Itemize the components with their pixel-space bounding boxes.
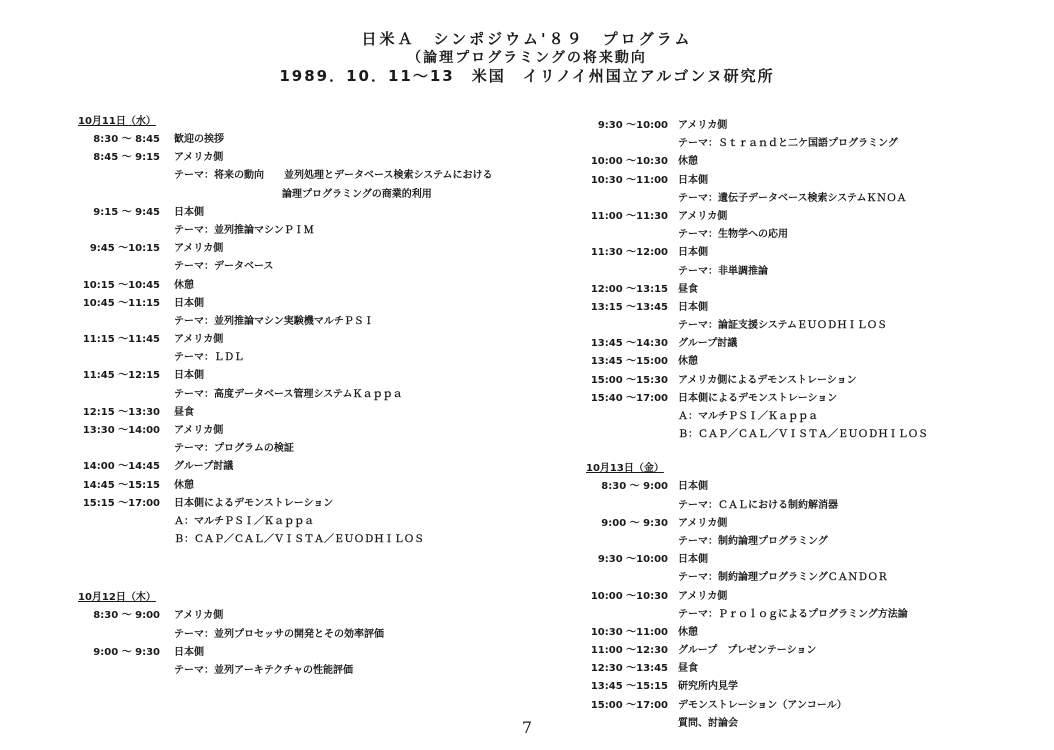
- schedule-row: [586, 244, 1026, 262]
- session-title: デモンストレーション（アンコール）: [678, 699, 847, 711]
- schedule-row: [78, 662, 508, 680]
- session-title: アメリカ側: [678, 517, 728, 529]
- schedule-row: [78, 404, 508, 422]
- schedule-row: [586, 390, 1026, 408]
- schedule-row: [586, 281, 1026, 299]
- session-title: 休憩: [174, 479, 194, 491]
- session-detail: テーマ：並列推論マシン実験機マルチＰＳＩ: [174, 315, 374, 327]
- schedule-row: [78, 349, 508, 367]
- session-detail: 論理プログラミングの商業的利用: [282, 188, 432, 200]
- session-title: 日本側: [678, 301, 708, 313]
- schedule-row: [78, 331, 508, 349]
- time-slot: 10:45 ～11:15: [82, 297, 160, 309]
- time-slot: 12:15 ～13:30: [82, 406, 160, 418]
- session-title: アメリカ側によるデモンストレーション: [678, 374, 857, 386]
- time-slot: 8:30 ～ 8:45: [93, 134, 160, 145]
- schedule-row: [586, 190, 1026, 208]
- schedule-row: [78, 626, 508, 644]
- session-title: 日本側: [174, 646, 204, 658]
- schedule-row: [78, 422, 508, 440]
- schedule-row: [78, 295, 508, 313]
- time-slot: 8:45 ～ 9:15: [93, 152, 160, 164]
- day-schedule-oct13: [586, 478, 1026, 733]
- session-title: 日本側: [678, 554, 708, 566]
- session-title: グループ討議: [678, 338, 738, 350]
- schedule-row: [586, 569, 1026, 587]
- session-detail: テーマ：Ｓｔｒａｎｄと二ケ国語プログラミング: [678, 138, 898, 150]
- document-header: [0, 30, 1054, 86]
- schedule-row: [78, 222, 508, 240]
- session-title: アメリカ側: [174, 243, 224, 255]
- schedule-row: [78, 477, 508, 495]
- time-slot: 10:00 ～10:30: [590, 590, 668, 602]
- session-title: 日本側: [678, 481, 708, 493]
- schedule-row: [586, 335, 1026, 353]
- time-slot: 15:15 ～17:00: [82, 497, 160, 509]
- schedule-row: [78, 131, 508, 149]
- session-detail: Ｂ：ＣＡＰ／ＣＡＬ／ＶＩＳＴＡ／ＥＵＯＤＨＩＬＯＳ: [174, 534, 424, 546]
- document-title: 日米Ａ シンポジウム'８９ プログラム: [361, 30, 693, 48]
- time-slot: 10:15 ～10:45: [82, 279, 160, 291]
- session-title: 日本側によるデモンストレーション: [678, 392, 838, 404]
- time-slot: 13:45 ～15:00: [590, 356, 668, 368]
- session-detail: テーマ：並列プロセッサの開発とその効率評価: [174, 628, 384, 640]
- session-detail: テーマ：プログラムの検証: [174, 443, 294, 455]
- time-slot: 9:30 ～10:00: [597, 120, 668, 131]
- session-title: 日本側: [174, 370, 204, 382]
- schedule-row: [78, 240, 508, 258]
- session-title: 日本側: [678, 247, 708, 259]
- schedule-row: [586, 660, 1026, 678]
- time-slot: 15:40 ～17:00: [590, 392, 668, 404]
- time-slot: 9:15 ～ 9:45: [93, 206, 160, 218]
- schedule-row: [78, 644, 508, 662]
- session-detail: テーマ：将来の動向 並列処理とデータベース検索システムにおける: [174, 170, 493, 182]
- schedule-left-column: [78, 113, 508, 680]
- session-detail: テーマ：論証支援システムＥＵＯＤＨＩＬＯＳ: [678, 320, 887, 332]
- session-title: 休憩: [678, 356, 698, 368]
- session-title: アメリカ側: [678, 120, 728, 131]
- day-schedule-oct12-continued: [586, 117, 1026, 444]
- schedule-row: [586, 624, 1026, 642]
- session-detail: 質問、討論会: [678, 717, 738, 729]
- time-slot: 11:00 ～11:30: [590, 210, 668, 222]
- time-slot: 11:00 ～12:30: [590, 645, 668, 657]
- schedule-row: [586, 515, 1026, 533]
- schedule-row: [586, 226, 1026, 244]
- schedule-row: [78, 204, 508, 222]
- schedule-row: [586, 263, 1026, 281]
- session-title: グループ プレゼンテーション: [678, 645, 817, 657]
- time-slot: 13:45 ～15:15: [590, 681, 668, 693]
- schedule-row: [78, 367, 508, 385]
- schedule-row: [78, 186, 508, 204]
- time-slot: 12:30 ～13:45: [590, 663, 668, 675]
- schedule-row: [78, 495, 508, 513]
- day-schedule-oct12: [78, 607, 508, 680]
- schedule-row: [78, 277, 508, 295]
- time-slot: 9:00 ～ 9:30: [601, 517, 668, 529]
- time-slot: 11:45 ～12:15: [82, 370, 160, 382]
- session-title: 昼食: [678, 663, 698, 675]
- schedule-row: [78, 258, 508, 276]
- schedule-row: [586, 353, 1026, 371]
- session-title: 休憩: [678, 626, 698, 638]
- document-subtitle: （論理プログラミングの将来動向: [407, 50, 647, 66]
- schedule-right-column: [586, 117, 1026, 733]
- schedule-row: [586, 135, 1026, 153]
- time-slot: 11:30 ～12:00: [590, 247, 668, 259]
- session-title: グループ討議: [174, 461, 234, 473]
- document-date-venue: 1989．10．11～13 米国 イリノイ州国立アルゴンヌ研究所: [279, 67, 775, 85]
- schedule-row: [78, 440, 508, 458]
- schedule-row: [586, 117, 1026, 135]
- schedule-row: [78, 458, 508, 476]
- schedule-row: [586, 606, 1026, 624]
- schedule-row: [586, 153, 1026, 171]
- schedule-row: [586, 172, 1026, 190]
- session-detail: テーマ：並列アーキテクチャの性能評価: [174, 664, 353, 676]
- day-heading-oct12: 10月12日（木）: [78, 592, 156, 604]
- time-slot: 12:00 ～13:15: [590, 283, 668, 295]
- session-title: 休憩: [174, 279, 194, 291]
- time-slot: 8:30 ～ 9:00: [601, 481, 668, 493]
- day-heading-oct13: 10月13日（金）: [586, 463, 664, 475]
- time-slot: 9:00 ～ 9:30: [93, 646, 160, 658]
- session-detail: テーマ：Ｐｒｏｌｏｇによるプログラミング方法論: [678, 608, 908, 620]
- schedule-row: [78, 167, 508, 185]
- schedule-row: [586, 642, 1026, 660]
- schedule-row: [586, 678, 1026, 696]
- session-title: 日本側: [174, 206, 204, 218]
- session-title: アメリカ側: [174, 334, 224, 346]
- schedule-row: [586, 317, 1026, 335]
- schedule-row: [586, 588, 1026, 606]
- time-slot: 9:30 ～10:00: [597, 554, 668, 566]
- time-slot: 10:30 ～11:00: [590, 174, 668, 186]
- session-title: アメリカ側: [174, 610, 224, 622]
- schedule-row: [586, 497, 1026, 515]
- session-title: 研究所内見学: [678, 681, 738, 693]
- session-title: 日本側: [174, 297, 204, 309]
- schedule-row: [586, 478, 1026, 496]
- day-heading-oct11: 10月11日（水）: [78, 116, 156, 127]
- session-detail: Ｂ：ＣＡＰ／ＣＡＬ／ＶＩＳＴＡ／ＥＵＯＤＨＩＬＯＳ: [678, 429, 928, 441]
- session-detail: テーマ：生物学への応用: [678, 229, 788, 241]
- schedule-row: [586, 372, 1026, 390]
- session-detail: Ａ：マルチＰＳＩ／Ｋａｐｐａ: [678, 411, 818, 422]
- session-detail: テーマ：ＬＤＬ: [174, 352, 244, 364]
- time-slot: 15:00 ～17:00: [590, 699, 668, 711]
- session-detail: テーマ：高度データベース管理システムＫａｐｐａ: [174, 388, 403, 400]
- schedule-row: [78, 149, 508, 167]
- schedule-row: [586, 408, 1026, 426]
- session-detail: テーマ：並列推論マシンＰＩＭ: [174, 224, 314, 236]
- schedule-row: [78, 386, 508, 404]
- time-slot: 10:30 ～11:00: [590, 626, 668, 638]
- session-title: アメリカ側: [174, 425, 224, 436]
- schedule-row: [586, 299, 1026, 317]
- session-detail: テーマ：データベース: [174, 261, 274, 273]
- schedule-row: [586, 426, 1026, 444]
- schedule-row: [78, 513, 508, 531]
- schedule-row: [586, 533, 1026, 551]
- session-title: アメリカ側: [174, 152, 224, 164]
- session-title: アメリカ側: [678, 590, 728, 602]
- session-detail: テーマ：遺伝子データベース検索システムＫＮＯＡ: [678, 192, 907, 204]
- time-slot: 14:45 ～15:15: [82, 479, 160, 491]
- session-detail: テーマ：ＣＡＬにおける制約解消器: [678, 499, 838, 511]
- schedule-row: [586, 208, 1026, 226]
- time-slot: 13:30 ～14:00: [82, 425, 160, 436]
- time-slot: 13:15 ～13:45: [590, 301, 668, 313]
- time-slot: 14:00 ～14:45: [82, 461, 160, 473]
- schedule-row: [586, 551, 1026, 569]
- session-title: アメリカ側: [678, 210, 728, 222]
- session-title: 歓迎の挨拶: [174, 134, 224, 145]
- time-slot: 15:00 ～15:30: [590, 374, 668, 386]
- time-slot: 13:45 ～14:30: [590, 338, 668, 350]
- session-detail: テーマ：制約論理プログラミングＣＡＮＤＯＲ: [678, 572, 888, 584]
- time-slot: 10:00 ～10:30: [590, 156, 668, 168]
- schedule-row: [78, 313, 508, 331]
- session-title: 昼食: [678, 283, 698, 295]
- session-title: 日本側: [678, 174, 708, 186]
- schedule-row: [78, 531, 508, 549]
- time-slot: 8:30 ～ 9:00: [93, 610, 160, 622]
- session-detail: Ａ：マルチＰＳＩ／Ｋａｐｐａ: [174, 515, 314, 527]
- time-slot: 9:45 ～10:15: [89, 243, 160, 255]
- session-title: 昼食: [174, 406, 194, 418]
- page-number: 7: [521, 718, 533, 737]
- day-schedule-oct11: [78, 131, 508, 549]
- session-title: 日本側によるデモンストレーション: [174, 497, 334, 509]
- session-title: 休憩: [678, 156, 698, 168]
- session-detail: テーマ：制約論理プログラミング: [678, 535, 828, 547]
- schedule-row: [586, 697, 1026, 715]
- schedule-row: [78, 607, 508, 625]
- session-detail: テーマ：非単調推論: [678, 265, 768, 277]
- time-slot: 11:15 ～11:45: [82, 334, 160, 346]
